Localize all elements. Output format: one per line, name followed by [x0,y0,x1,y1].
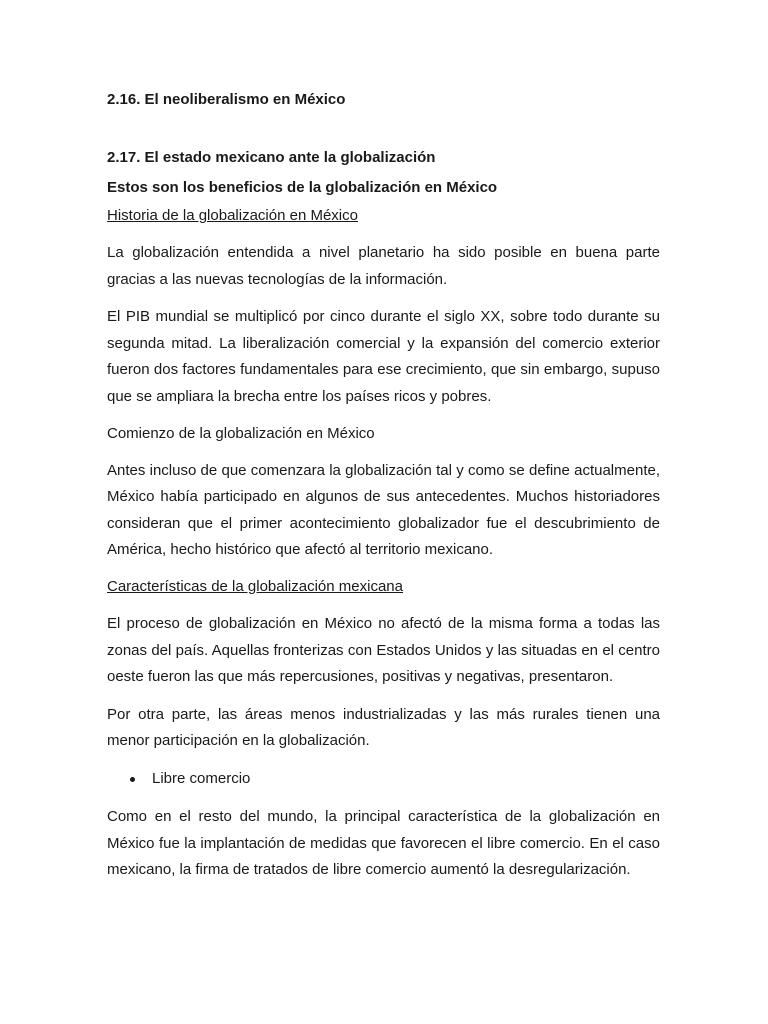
paragraph-5: Por otra parte, las áreas menos industrializadas y las más rurales tienen una menor participación en la globalización. [107,705,660,750]
bullet-icon [130,777,135,782]
characteristics-heading: Características de la globalización mexicana [107,577,403,595]
history-heading: Historia de la globalización en México [107,207,358,224]
section-heading-2-17: 2.17. El estado mexicano ante la globalización [107,149,436,166]
bullet-text: Libre comercio [152,769,251,787]
document-subtitle: Estos son los beneficios de la globalización en México [107,179,498,196]
beginning-heading: Comienzo de la globalización en México [107,424,375,442]
paragraph-1: La globalización entendida a nivel planetario ha sido posible en buena parte gracias a las nuevas tecnologías de la información. [107,244,660,288]
paragraph-4: El proceso de globalización en México no afectó de la misma forma a todas las zonas del país. Aquellas fronterizas con Estados Unidos y las situadas en el centro oeste fueron las que más repercusiones, positivas y negativas, presentaron. [107,614,660,686]
list-item [107,766,660,792]
paragraph-2: El PIB mundial se multiplicó por cinco durante el siglo XX, sobre todo durante su segunda mitad. La liberalización comercial y la expansión del comercio exterior fueron dos factores fundamentales para ese crecimiento, que sin embargo, supuso que se ampliara la brecha entre los países ricos y pobres. [107,308,660,405]
paragraph-3: Antes incluso de que comenzara la globalización tal y como se define actualmente, México había participado en algunos de sus antecedentes. Muchos historiadores consideran que el primer acontecimiento globalizador fue el descubrimiento de América, hecho histórico que afectó al territorio mexicano. [107,461,660,559]
section-heading-2-16: 2.16. El neoliberalismo en México [107,91,346,108]
document-page [107,88,660,895]
bullet-list [107,766,660,792]
paragraph-6: Como en el resto del mundo, la principal característica de la globalización en México fue la implantación de medidas que favorecen el libre comercio. En el caso mexicano, la firma de tratados de libre comercio aumentó la desregularización. [107,807,660,879]
